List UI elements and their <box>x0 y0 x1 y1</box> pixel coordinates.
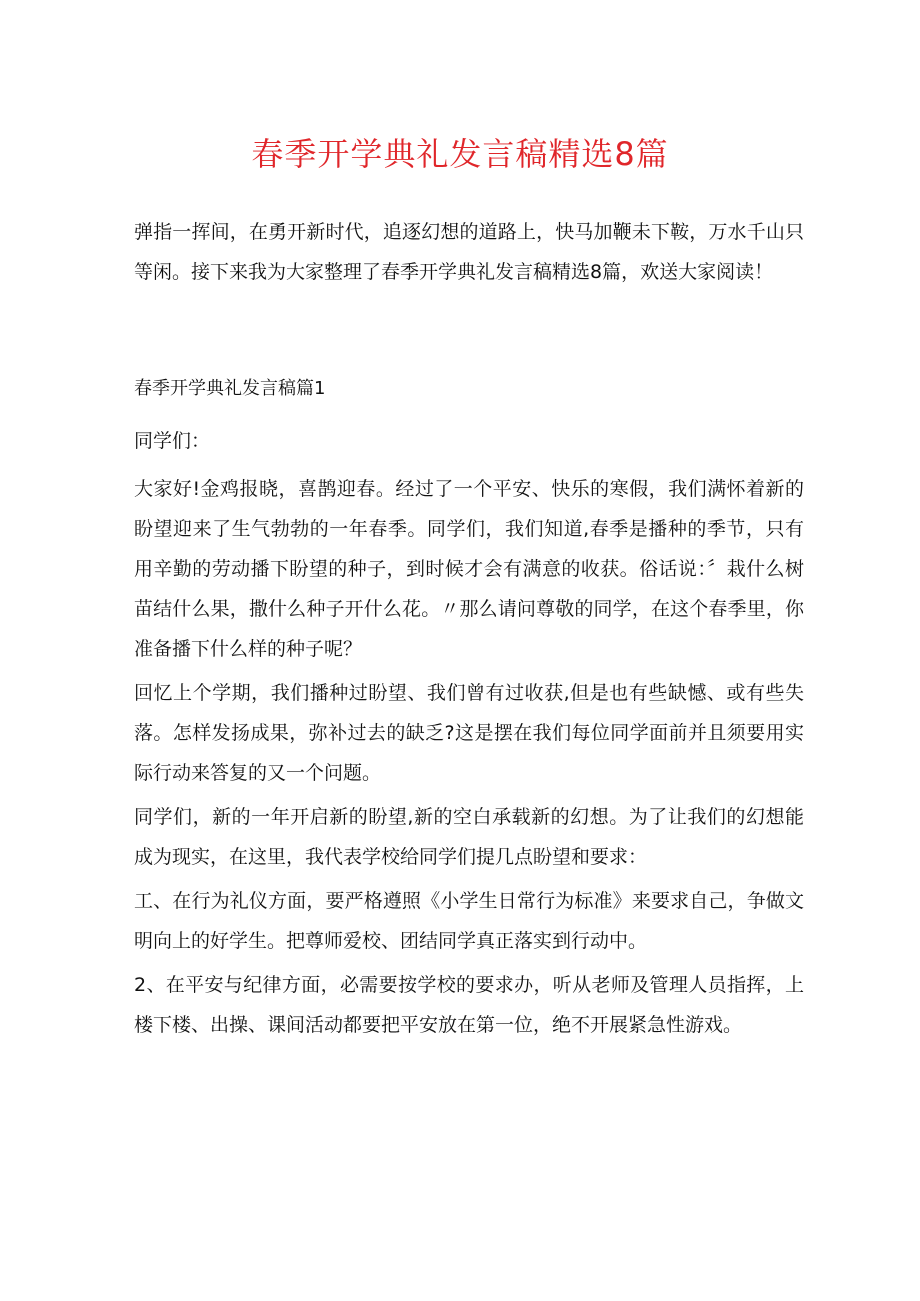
greeting: 同学们： <box>134 430 211 452</box>
document-title: 春季开学典礼发言稿精选8篇 <box>251 135 669 173</box>
intro-paragraph: 弹指一挥间，在勇开新时代，追逐幻想的道路上，快马加鞭未下鞍，万水千山只等闲。接下来我为大家整理了春季开学典礼发言稿精选8篇，欢送大家阅读！ <box>134 221 804 283</box>
section-heading: 春季开学典礼发言稿篇1 <box>134 378 326 399</box>
body-paragraph: 回忆上个学期，我们播种过盼望、我们曾有过收获,但是也有些缺憾、或有些失落。怎样发扬成果，弥补过去的缺乏?这是摆在我们每位同学面前并且须要用实际行动来答复的又一个问题。 <box>134 682 804 784</box>
body-paragraph: 工、在行为礼仪方面，要严格遵照《小学生日常行为标准》来要求自己，争做文明向上的好学生。把尊师爱校、团结同学真正落实到行动中。 <box>134 890 804 952</box>
body-paragraph: 同学们，新的一年开启新的盼望,新的空白承载新的幻想。为了让我们的幻想能成为现实，在这里，我代表学校给同学们提几点盼望和要求： <box>134 806 804 868</box>
document-body <box>134 212 804 1045</box>
body-paragraph: 2、在平安与纪律方面，必需要按学校的要求办，听从老师及管理人员指挥，上楼下楼、出操、课间活动都要把平安放在第一位，绝不开展紧急性游戏。 <box>134 974 804 1036</box>
body-paragraph: 大家好!金鸡报晓，喜鹊迎春。经过了一个平安、快乐的寒假，我们满怀着新的盼望迎来了生气勃勃的一年春季。同学们，我们知道,春季是播种的季节，只有用辛勤的劳动播下盼望的种子，到时候才会有满意的收获。俗话说：〞栽什么树苗结什么果，撒什么种子开什么花。〃那么请问尊敬的同学，在这个春季里，你准备播下什么样的种子呢？ <box>134 478 804 660</box>
